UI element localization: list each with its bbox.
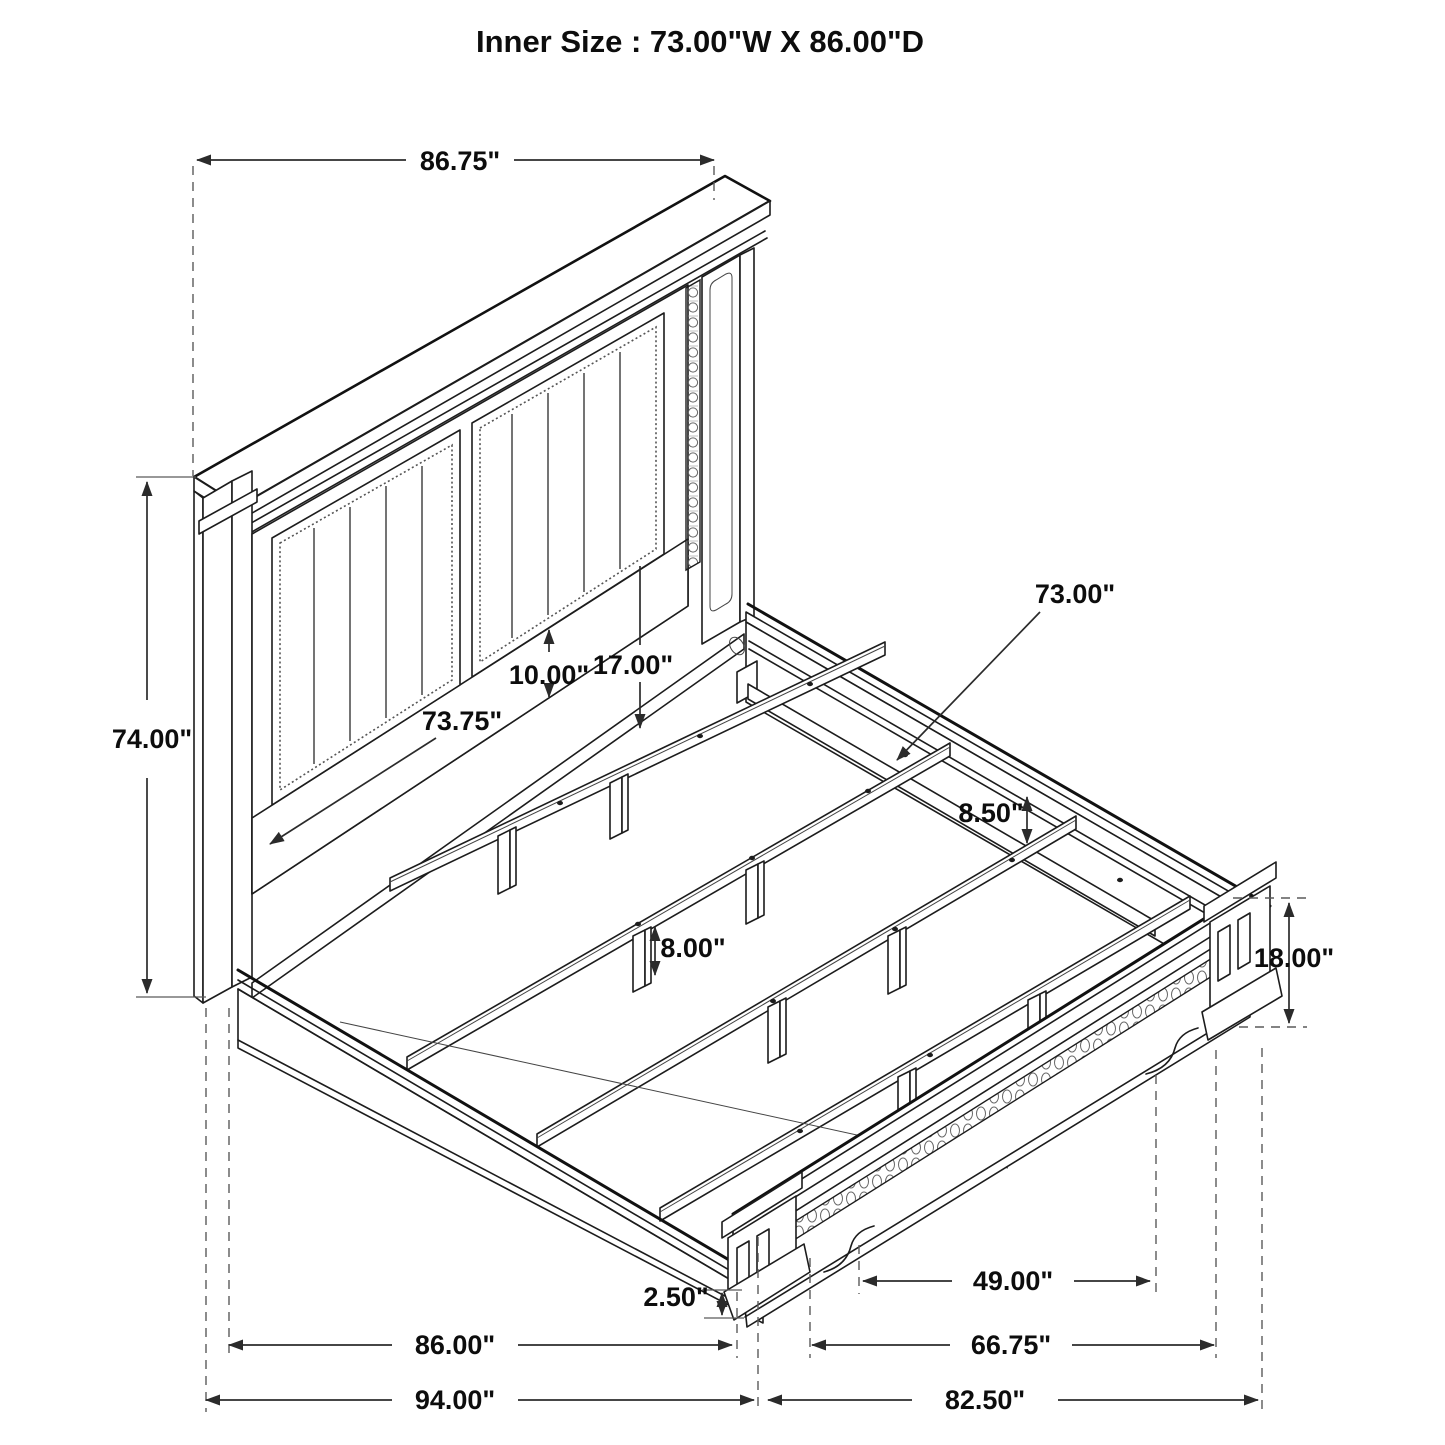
- dim-footboard-outer-span: 66.75": [970, 1330, 1052, 1360]
- headboard: [194, 176, 770, 1003]
- dim-panel-to-rail-gap: 10.00": [508, 660, 590, 690]
- dim-headboard-bottom-clearance: 17.00": [592, 650, 674, 680]
- dim-inner-width: 73.00": [1034, 579, 1116, 609]
- headboard-left-post: [194, 471, 257, 1003]
- dim-side-rail-length: 86.00": [414, 1330, 496, 1360]
- dim-foot-base-height: 2.50": [643, 1282, 709, 1312]
- dim-headboard-panel-width: 73.75": [421, 706, 503, 736]
- dim-overall-width: 82.50": [944, 1385, 1026, 1415]
- headboard-carved-strip: [686, 280, 700, 570]
- diagram-title: Inner Size : 73.00"W X 86.00"D: [475, 24, 925, 59]
- footboard-rope-molding: [737, 936, 1247, 1276]
- left-side-rail: [238, 970, 763, 1323]
- dim-footboard-height: 18.00": [1253, 943, 1335, 973]
- dim-rail-to-slat-gap: 8.50": [958, 798, 1024, 828]
- footboard: [722, 862, 1282, 1327]
- dim-overall-depth: 94.00": [414, 1385, 496, 1415]
- slat-2: [407, 743, 950, 1070]
- headboard-right-post: [702, 248, 754, 644]
- dim-slat-leg-height: 8.00": [660, 933, 726, 963]
- dim-footboard-inner-span: 49.00": [972, 1266, 1054, 1296]
- dim-headboard-height: 74.00": [111, 724, 193, 754]
- dim-overall-headboard-width: 86.75": [419, 146, 501, 176]
